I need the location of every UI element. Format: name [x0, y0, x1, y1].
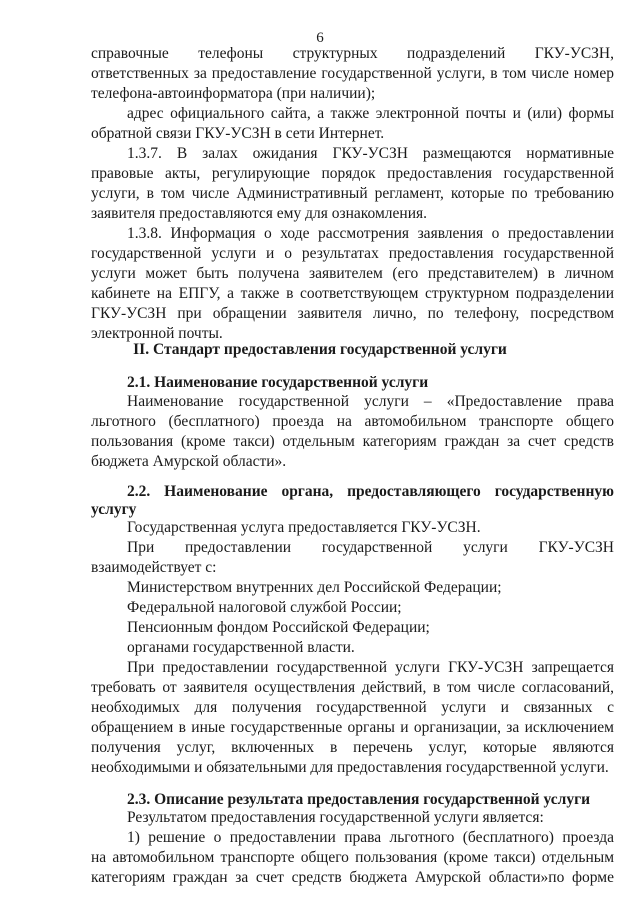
text-line: льготного (бесплатного) проезда на автомобильном транспорте общего	[91, 413, 614, 430]
text-line: 1) решение о предоставлении права льготного (бесплатного) проезда	[127, 829, 614, 846]
text-line: обратной связи ГКУ-УСЗН в сети Интернет.	[91, 125, 385, 142]
section-heading: II. Стандарт предоставления государственной услуги	[133, 341, 507, 358]
text-line: телефона-автоинформатора (при наличии);	[91, 85, 376, 102]
text-line: государственной услуги и о результатах предоставления государственной	[91, 245, 614, 262]
text-line: электронной почты.	[91, 325, 223, 342]
text-line: 1.3.7. В залах ожидания ГКУ-УСЗН размещаются нормативные	[127, 145, 614, 162]
text-line: справочные телефоны структурных подразделений ГКУ-УСЗН,	[91, 45, 614, 62]
text-line: При предоставлении государственной услуги ГКУ-УСЗН	[127, 539, 614, 556]
text-line: ответственных за предоставление государственной услуги, в том числе номер	[91, 65, 614, 82]
subsection-heading: 2.3. Описание результата предоставления государственной услуги	[127, 791, 591, 808]
list-item: Министерством внутренних дел Российской Федерации;	[127, 579, 502, 596]
text-line: заявителя предоставляются ему для ознакомления.	[91, 205, 428, 222]
text-line: необходимыми и обязательными для предоставления государственной услуги.	[91, 759, 609, 776]
text-line: Результатом предоставления государственной услуги является:	[127, 809, 544, 826]
subsection-heading-continued: услугу	[91, 501, 137, 518]
text-line: бюджета Амурской области».	[91, 453, 287, 470]
text-line: услуги может быть получена заявителем (его представителем) в личном	[91, 265, 614, 282]
text-line: Наименование государственной услуги – «Предоставление права	[127, 393, 614, 410]
text-line: адрес официального сайта, а также электронной почты и (или) формы	[127, 105, 614, 122]
text-line: обращением в иные государственные органы и организации, за исключением	[91, 719, 614, 736]
text-line: ГКУ-УСЗН при обращении заявителя лично, по телефону, посредством	[91, 305, 614, 322]
text-line: взаимодействует с:	[91, 559, 217, 576]
text-line: Государственная услуга предоставляется ГКУ-УСЗН.	[127, 519, 481, 536]
subsection-heading: 2.1. Наименование государственной услуги	[127, 374, 429, 391]
text-line: 1.3.8. Информация о ходе рассмотрения заявления о предоставлении	[127, 225, 614, 242]
subsection-heading: 2.2. Наименование органа, предоставляющего государственную	[127, 483, 614, 500]
text-line: услуги, в том числе Административный регламент, которые по требованию	[91, 185, 614, 202]
text-line: необходимых для получения государственной услуги и связанных с	[91, 699, 614, 716]
text-line: категориям граждан за счет средств бюджета Амурской области»по форме	[91, 869, 614, 886]
text-line: правовые акты, регулирующие порядок предоставления государственной	[91, 165, 614, 182]
text-line: на автомобильном транспорте общего пользования (кроме такси) отдельным	[91, 849, 614, 866]
text-line: При предоставлении государственной услуги ГКУ-УСЗН запрещается	[127, 659, 614, 676]
list-item: Федеральной налоговой службой России;	[127, 599, 402, 616]
text-line: требовать от заявителя осуществления действий, в том числе согласований,	[91, 679, 614, 696]
list-item: органами государственной власти.	[127, 639, 355, 656]
page-number: 6	[316, 30, 324, 46]
list-item: Пенсионным фондом Российской Федерации;	[127, 619, 430, 636]
text-line: кабинете на ЕПГУ, а также в соответствующем структурном подразделении	[91, 285, 614, 302]
text-line: получения услуг, включенных в перечень услуг, которые являются	[91, 739, 614, 756]
text-line: пользования (кроме такси) отдельным категориям граждан за счет средств	[91, 433, 614, 450]
